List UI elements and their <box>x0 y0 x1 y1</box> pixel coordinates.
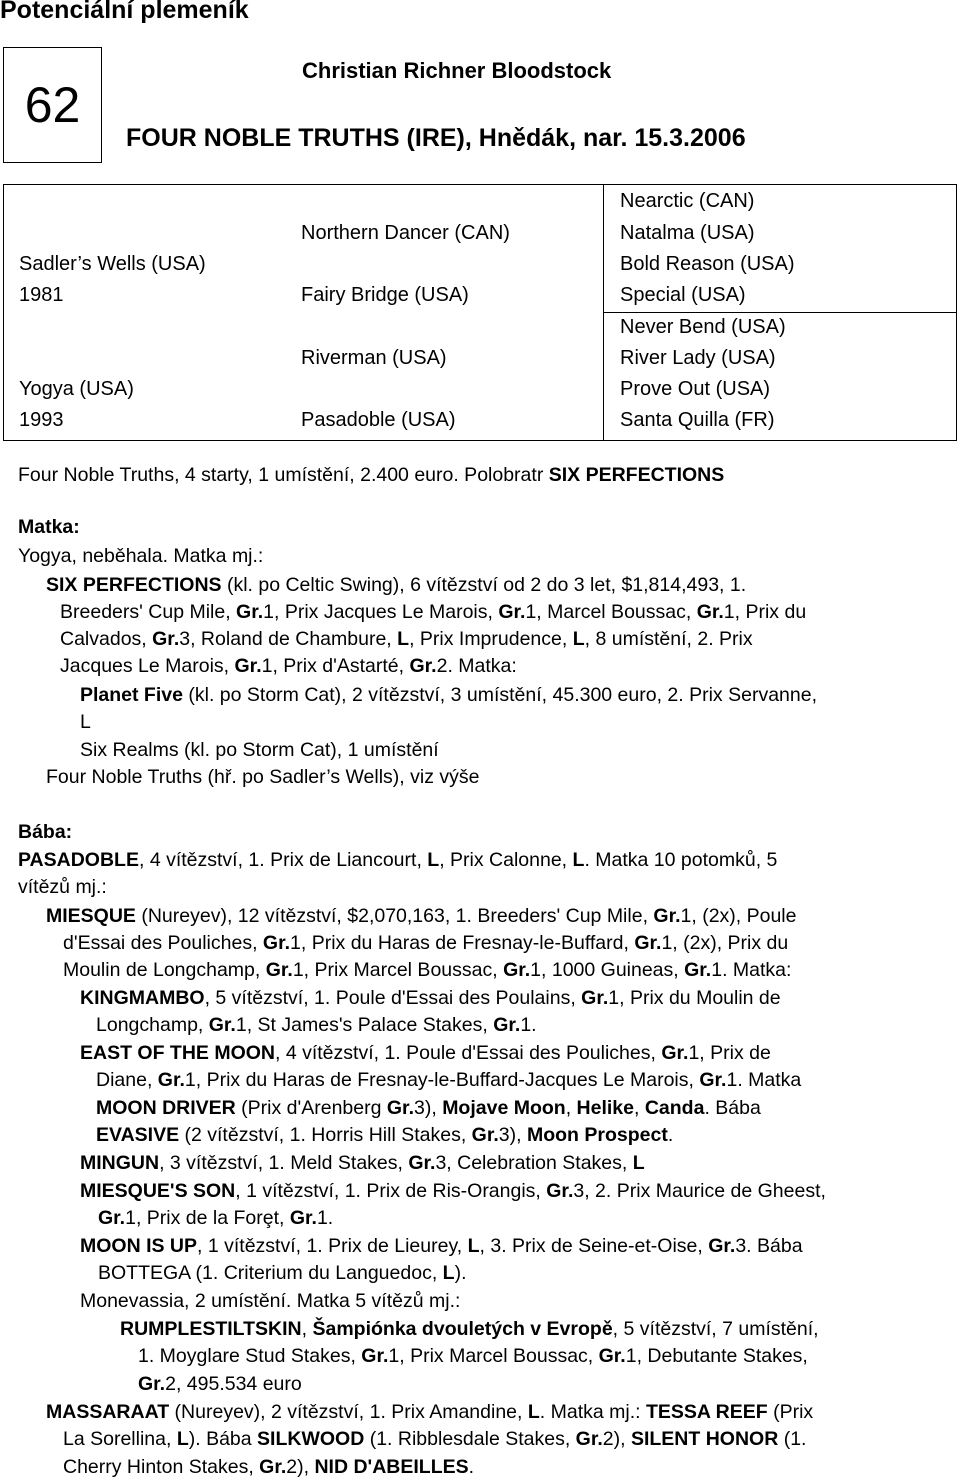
consignor-name: Christian Richner Bloodstock <box>302 58 612 83</box>
pedigree-divider <box>603 312 956 313</box>
text-line: SIX PERFECTIONS (kl. po Celtic Swing), 6 vítězství od 2 do 3 let, $1,814,493, 1. <box>46 574 747 596</box>
pedigree-ggp-8: Santa Quilla (FR) <box>620 409 775 431</box>
pedigree-ggp-3: Bold Reason (USA) <box>620 253 795 275</box>
second-dam-heading: Bába: <box>18 821 73 843</box>
text-line: MOON IS UP, 1 vítězství, 1. Prix de Lieurey, L, 3. Prix de Seine-et-Oise, Gr.3. Bába <box>80 1235 803 1257</box>
pedigree-dam-sire: Riverman (USA) <box>301 347 447 369</box>
text-line: Gr.1, Prix de la Forȩt, Gr.1. <box>98 1207 334 1229</box>
horse-heading: FOUR NOBLE TRUTHS (IRE), Hnědák, nar. 15.3.2006 <box>126 124 746 152</box>
text-line: MOON DRIVER (Prix d'Arenberg Gr.3), Mojave Moon, Helike, Canda. Bába <box>96 1097 761 1119</box>
text-line: 1. Moyglare Stud Stakes, Gr.1, Prix Marcel Boussac, Gr.1, Debutante Stakes, <box>138 1345 808 1367</box>
text-line: Jacques Le Marois, Gr.1, Prix d'Astarté, Gr.2. Matka: <box>60 655 517 677</box>
pedigree-ggp-1: Nearctic (CAN) <box>620 190 755 212</box>
pedigree-ggp-2: Natalma (USA) <box>620 222 755 244</box>
text-line: RUMPLESTILTSKIN, Šampiónka dvouletých v Evropě, 5 vítězství, 7 umístění, <box>120 1318 819 1340</box>
text-line: Breeders' Cup Mile, Gr.1, Prix Jacques Le Marois, Gr.1, Marcel Boussac, Gr.1, Prix du <box>60 601 807 623</box>
text-line: BOTTEGA (1. Criterium du Languedoc, L). <box>98 1262 467 1284</box>
pedigree-ggp-4: Special (USA) <box>620 284 746 306</box>
text-line: Planet Five (kl. po Storm Cat), 2 vítězství, 3 umístění, 45.300 euro, 2. Prix Servanne, <box>80 684 817 706</box>
pedigree-sire-dam: Fairy Bridge (USA) <box>301 284 469 306</box>
text-line: Four Noble Truths (hř. po Sadler’s Wells), viz výše <box>46 766 480 788</box>
text-line: EVASIVE (2 vítězství, 1. Horris Hill Stakes, Gr.3), Moon Prospect. <box>96 1124 674 1146</box>
text-line: d'Essai des Pouliches, Gr.1, Prix du Haras de Fresnay-le-Buffard, Gr.1, (2x), Prix du <box>63 932 789 954</box>
lot-number-box <box>3 47 102 163</box>
page-title: Potenciální plemeník <box>0 0 249 24</box>
pedigree-dam: Yogya (USA) <box>19 378 134 400</box>
pedigree-table <box>3 184 957 441</box>
text-line: La Sorellina, L). Bába SILKWOOD (1. Ribblesdale Stakes, Gr.2), SILENT HONOR (1. <box>63 1428 807 1450</box>
pedigree-sire: Sadler’s Wells (USA) <box>19 253 206 275</box>
text-line: MIESQUE'S SON, 1 vítězství, 1. Prix de Ris-Orangis, Gr.3, 2. Prix Maurice de Gheest, <box>80 1180 826 1202</box>
pedigree-ggp-6: River Lady (USA) <box>620 347 776 369</box>
text-line: Longchamp, Gr.1, St James's Palace Stakes, Gr.1. <box>96 1014 537 1036</box>
text-line: EAST OF THE MOON, 4 vítězství, 1. Poule d'Essai des Pouliches, Gr.1, Prix de <box>80 1042 771 1064</box>
text-line: Diane, Gr.1, Prix du Haras de Fresnay-le-Buffard-Jacques Le Marois, Gr.1. Matka <box>96 1069 802 1091</box>
text-line: Cherry Hinton Stakes, Gr.2), NID D'ABEILLES. <box>63 1456 475 1478</box>
text-line: Monevassia, 2 umístění. Matka 5 vítězů mj.: <box>80 1290 461 1312</box>
lot-number: 62 <box>24 77 81 133</box>
text-line: PASADOBLE, 4 vítězství, 1. Prix de Liancourt, L, Prix Calonne, L. Matka 10 potomků, 5 <box>18 849 778 871</box>
text-line: Calvados, Gr.3, Roland de Chambure, L, Prix Imprudence, L, 8 umístění, 2. Prix <box>60 628 753 650</box>
pedigree-ggp-7: Prove Out (USA) <box>620 378 771 400</box>
dam-heading: Matka: <box>18 516 80 538</box>
pedigree-sire-year: 1981 <box>19 284 64 306</box>
pedigree-dam-dam: Pasadoble (USA) <box>301 409 456 431</box>
dam-intro: Yogya, neběhala. Matka mj.: <box>18 545 264 567</box>
pedigree-ggp-5: Never Bend (USA) <box>620 316 786 338</box>
text-line: MIESQUE (Nureyev), 12 vítězství, $2,070,163, 1. Breeders' Cup Mile, Gr.1, (2x), Poule <box>46 905 797 927</box>
summary-line: Four Noble Truths, 4 starty, 1 umístění, 2.400 euro. Polobratr SIX PERFECTIONS <box>18 464 725 486</box>
pedigree-sire-sire: Northern Dancer (CAN) <box>301 222 510 244</box>
text-line: Gr.2, 495.534 euro <box>138 1373 302 1395</box>
text-line: MINGUN, 3 vítězství, 1. Meld Stakes, Gr.3, Celebration Stakes, L <box>80 1152 645 1174</box>
text-line: MASSARAAT (Nureyev), 2 vítězství, 1. Prix Amandine, L. Matka mj.: TESSA REEF (Prix <box>46 1401 814 1423</box>
text-line: Moulin de Longchamp, Gr.1, Prix Marcel Boussac, Gr.1, 1000 Guineas, Gr.1. Matka: <box>63 959 792 981</box>
text-line: vítězů mj.: <box>18 876 107 898</box>
pedigree-dam-year: 1993 <box>19 409 64 431</box>
text-line: L <box>80 711 91 733</box>
text-line: Six Realms (kl. po Storm Cat), 1 umístění <box>80 739 439 761</box>
text-line: KINGMAMBO, 5 vítězství, 1. Poule d'Essai des Poulains, Gr.1, Prix du Moulin de <box>80 987 781 1009</box>
